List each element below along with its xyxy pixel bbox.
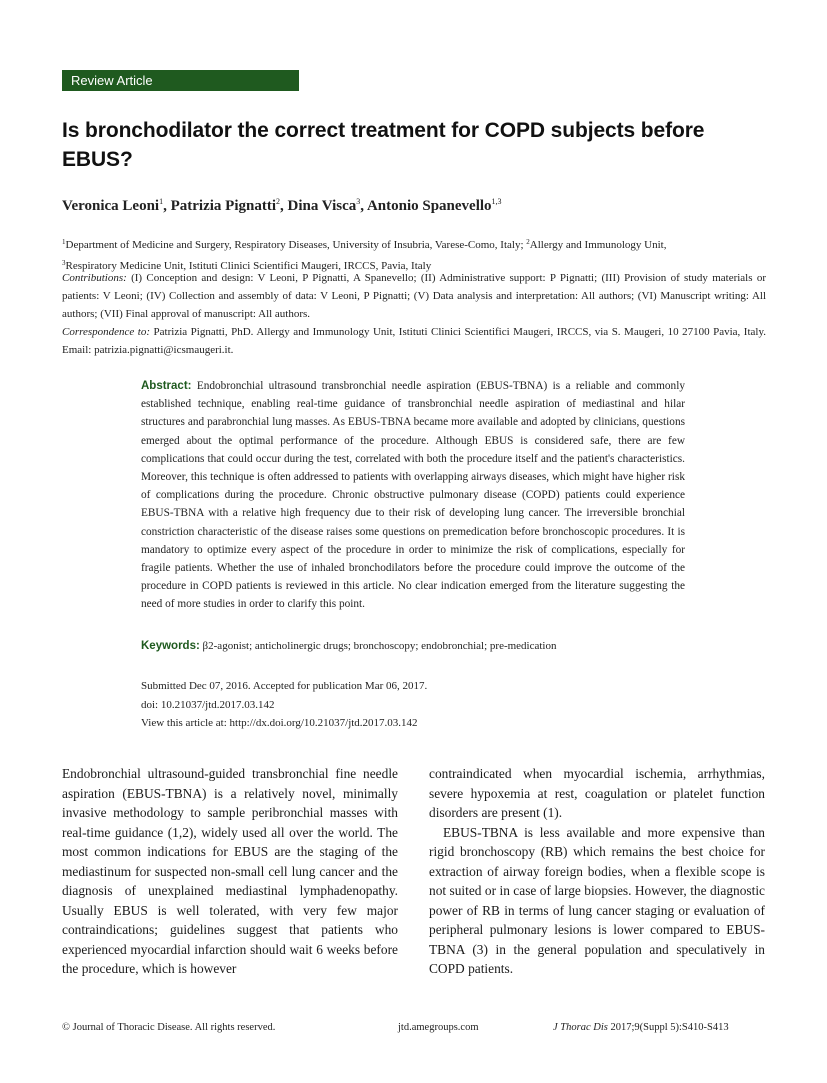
article-type-label: Review Article: [71, 73, 153, 88]
publication-meta: [141, 677, 427, 733]
author-affil-sup: 1: [159, 197, 164, 206]
author-affil-sup: 3: [356, 197, 361, 206]
article-type-banner: [62, 70, 299, 91]
abstract: [141, 377, 685, 614]
correspondence: [62, 323, 766, 359]
affiliation-3: Respiratory Medicine Unit, Istituti Clinici Scientifici Maugeri, IRCCS, Pavia, Italy: [65, 260, 432, 272]
author-affil-sup: 2: [275, 197, 280, 206]
abstract-heading: Abstract:: [141, 380, 192, 392]
affiliation-2: Allergy and Immunology Unit,: [529, 239, 667, 251]
contributions-text: (I) Conception and design: V Leoni, P Pignatti, A Spanevello; (II) Administrative support: P Pignatti; (III) Provision of study materials or patients: V Leoni; (IV) Collection and assembly of data: V Leoni, P Pignatti; (V) Data analysis and interpretation: All authors; (VI) Manuscript writing: All authors; (VII) Final approval of manuscript: All authors.: [62, 272, 766, 320]
footer-citation: [553, 1022, 729, 1033]
contributions: [62, 269, 766, 323]
article-link[interactable]: View this article at: http://dx.doi.org/10.21037/jtd.2017.03.142: [141, 717, 418, 729]
keywords-text: β2-agonist; anticholinergic drugs; bronchoscopy; endobronchial; pre-medication: [199, 640, 557, 652]
body-column-left: [62, 764, 398, 979]
affil-sup: 3: [62, 259, 66, 267]
body-paragraph: Endobronchial ultrasound-guided transbronchial fine needle aspiration (EBUS-TBNA) is a relatively novel, minimally invasive methodology to sample peribronchial masses with real-time guidance (1,2), widely used all over the world. The most common indications for EBUS are the staging of the mediastinum for suspected non-small cell lung cancer and the diagnosis of unexplained mediastinal lymphadenopathy. Usually EBUS is well tolerated, with very few major contraindications; guidelines suggest that patients who experienced myocardial infarction should wait 6 weeks before the procedure, which is however: [62, 766, 398, 976]
author-name: Patrizia Pignatti: [170, 198, 276, 214]
affil-sup: 2: [526, 238, 530, 246]
affiliation-1: Department of Medicine and Surgery, Respiratory Diseases, University of Insubria, Varese-Como, Italy;: [65, 239, 527, 251]
submission-dates: Submitted Dec 07, 2016. Accepted for publication Mar 06, 2017.: [141, 680, 428, 692]
affil-sup: 1: [62, 238, 66, 246]
body-column-right: [429, 764, 765, 979]
keywords: [141, 640, 701, 652]
author-name: Antonio Spanevello: [366, 198, 492, 214]
footer-copyright: © Journal of Thoracic Disease. All rights reserved.: [62, 1022, 276, 1033]
correspondence-text: Patrizia Pignatti, PhD. Allergy and Immunology Unit, Istituti Clinici Scientifici Maugeri, IRCCS, via S. Maugeri, 10 27100 Pavia, Italy. Email: patrizia.pignatti@icsmaugeri.it.: [62, 326, 766, 356]
author-affil-sup: 1,3: [491, 197, 502, 206]
citation-text: 2017;9(Suppl 5):S410-S413: [607, 1022, 729, 1033]
doi: doi: 10.21037/jtd.2017.03.142: [141, 698, 275, 711]
journal-abbrev: J Thorac Dis: [553, 1022, 608, 1033]
author-name: Dina Visca: [287, 198, 357, 214]
body-paragraph: EBUS-TBNA is less available and more expensive than rigid bronchoscopy (RB) which remains the best choice for extraction of airway foreign bodies, when a flexible scope is not suited or in case of large biopsies. However, the diagnostic power of RB in terms of lung cancer staging or evaluation of peripheral pulmonary lesions is lower compared to EBUS-TBNA (3) in the general population and speculatively in COPD patients.: [429, 824, 765, 976]
article-title: Is bronchodilator the correct treatment for COPD subjects before EBUS?: [62, 119, 705, 171]
author-name: Veronica Leoni: [62, 198, 160, 214]
body-paragraph: contraindicated when myocardial ischemia, arrhythmias, severe hypoxemia at rest, coagulation or platelet function disorders are present (1).: [429, 766, 765, 820]
footer-website[interactable]: jtd.amegroups.com: [398, 1022, 479, 1033]
author-list: Veronica Leoni$^1$, Patrizia Pignatti$^2$, Dina Visca$^3$, Antonio Spanevello$^{1,3}$: [62, 197, 502, 214]
keywords-heading: Keywords:: [141, 640, 200, 652]
correspondence-label: Correspondence to:: [62, 326, 151, 338]
abstract-text: Endobronchial ultrasound transbronchial needle aspiration (EBUS-TBNA) is a reliable and commonly established technique, enabling real-time guidance of transbronchial needle aspiration of mediastinal and hilar structures and parabronchial lung masses. As EBUS-TBNA became more available and adopted by clinicians, questions emerged about the optimal performance of the procedure. Although EBUS is considered safe, there are few complications that could occur during the test, correlated with both the procedure itself and the patient's characteristics. Moreover, this technique is often addressed to patients with overlapping airways diseases, which might have higher risk of complications during the procedure. Chronic obstructive pulmonary disease (COPD) patients could experience EBUS-TBNA with a relative high frequency due to their risk of developing lung cancer. The irreversible bronchial constriction characteristic of the disease raises some questions on premedication before bronchoscopic procedures. It is mandatory to optimize every aspect of the procedure in order to minimize the risk of complications, especially for fragile patients. Whether the use of inhaled bronchodilators before the procedure could improve the outcome of the procedure in COPD patients is reviewed in this article. No clear indication emerged from the literature suggesting the need of more studies in order to clarify this point.: [141, 380, 685, 611]
contributions-label: Contributions:: [62, 272, 127, 284]
